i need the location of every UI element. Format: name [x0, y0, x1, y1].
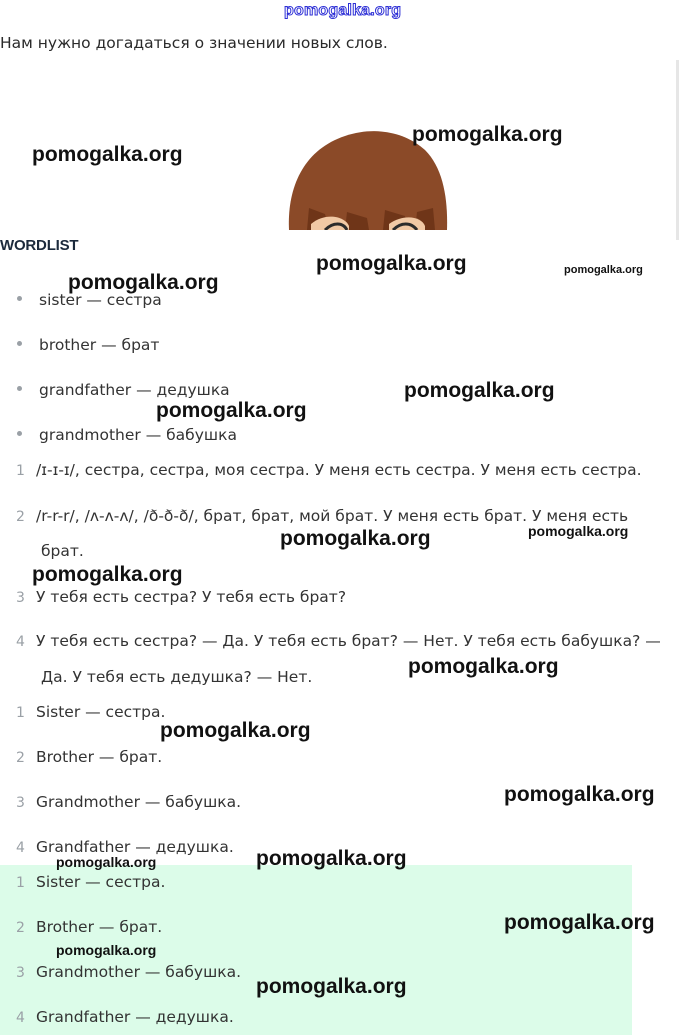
- wordlist-text: grandfather — дедушка: [39, 381, 230, 399]
- item-number: 4: [16, 634, 25, 650]
- watermark: pomogalka.org: [56, 942, 157, 958]
- watermark: pomogalka.org: [156, 399, 307, 422]
- watermark: pomogalka.org: [160, 719, 311, 742]
- bullet-icon: [17, 386, 22, 391]
- watermark: pomogalka.org: [256, 975, 407, 998]
- intro-text: Нам нужно догадаться о значении новых слов.: [0, 34, 388, 52]
- item-number: 1: [16, 463, 25, 479]
- item-number: 2: [16, 509, 25, 525]
- item-number: 2: [16, 920, 25, 936]
- exercise-line: Brother — брат.: [36, 748, 163, 766]
- item-number: 4: [16, 840, 25, 856]
- wordlist-title: WORDLIST: [0, 237, 79, 254]
- answer-line: Grandfather — дедушка.: [36, 1008, 234, 1026]
- exercise-line: У тебя есть сестра? У тебя есть брат?: [36, 588, 347, 606]
- watermark: pomogalka.org: [408, 655, 559, 678]
- watermark: pomogalka.org: [504, 783, 655, 806]
- wordlist-item: [17, 381, 230, 399]
- answer-line: Grandmother — бабушка.: [36, 963, 242, 981]
- bullet-icon: [17, 341, 22, 346]
- watermark: pomogalka.org: [280, 527, 431, 550]
- item-number: 3: [16, 965, 25, 981]
- watermark: pomogalka.org: [68, 271, 219, 294]
- watermark: pomogalka.org: [528, 523, 629, 539]
- illustration-divider: [676, 60, 679, 240]
- wordlist-text: grandmother — бабушка: [39, 426, 237, 444]
- watermark: pomogalka.org: [504, 911, 655, 934]
- watermark: pomogalka.org: [564, 264, 643, 276]
- answer-line: Brother — брат.: [36, 918, 163, 936]
- item-number: 4: [16, 1010, 25, 1026]
- exercise-line: Grandfather — дедушка.: [36, 838, 234, 856]
- watermark: pomogalka.org: [412, 123, 563, 146]
- watermark: pomogalka.org: [32, 563, 183, 586]
- watermark: pomogalka.org: [316, 252, 467, 275]
- exercise-line: /r-r-r/, /ʌ-ʌ-ʌ/, /ð-ð-ð/, брат, брат, мой брат. У меня есть брат. У меня есть: [36, 507, 629, 525]
- watermark: pomogalka.org: [32, 143, 183, 166]
- wordlist-item: [17, 336, 159, 354]
- item-number: 3: [16, 590, 25, 606]
- wordlist-text: sister — сестра: [39, 291, 162, 309]
- exercise-line: Да. У тебя есть дедушка? — Нет.: [41, 668, 313, 686]
- wordlist-text: brother — брат: [39, 336, 160, 354]
- exercise-line: Grandmother — бабушка.: [36, 793, 242, 811]
- watermark: pomogalka.org: [404, 379, 555, 402]
- exercise-line: У тебя есть сестра? — Да. У тебя есть брат? — Нет. У тебя есть бабушка? —: [36, 632, 661, 650]
- answer-line: Sister — сестра.: [36, 873, 166, 891]
- site-header-logo[interactable]: pomogalka.org: [284, 2, 402, 19]
- watermark: pomogalka.org: [256, 847, 407, 870]
- exercise-line: брат.: [41, 542, 84, 560]
- item-number: 3: [16, 795, 25, 811]
- item-number: 1: [16, 875, 25, 891]
- bullet-icon: [17, 431, 22, 436]
- exercise-line: /ɪ-ɪ-ɪ/, сестра, сестра, моя сестра. У меня есть сестра. У меня есть сестра.: [36, 461, 642, 479]
- wordlist-item: [17, 426, 237, 444]
- bullet-icon: [17, 296, 22, 301]
- item-number: 1: [16, 705, 25, 721]
- item-number: 2: [16, 750, 25, 766]
- exercise-line: Sister — сестра.: [36, 703, 166, 721]
- watermark: pomogalka.org: [56, 854, 157, 870]
